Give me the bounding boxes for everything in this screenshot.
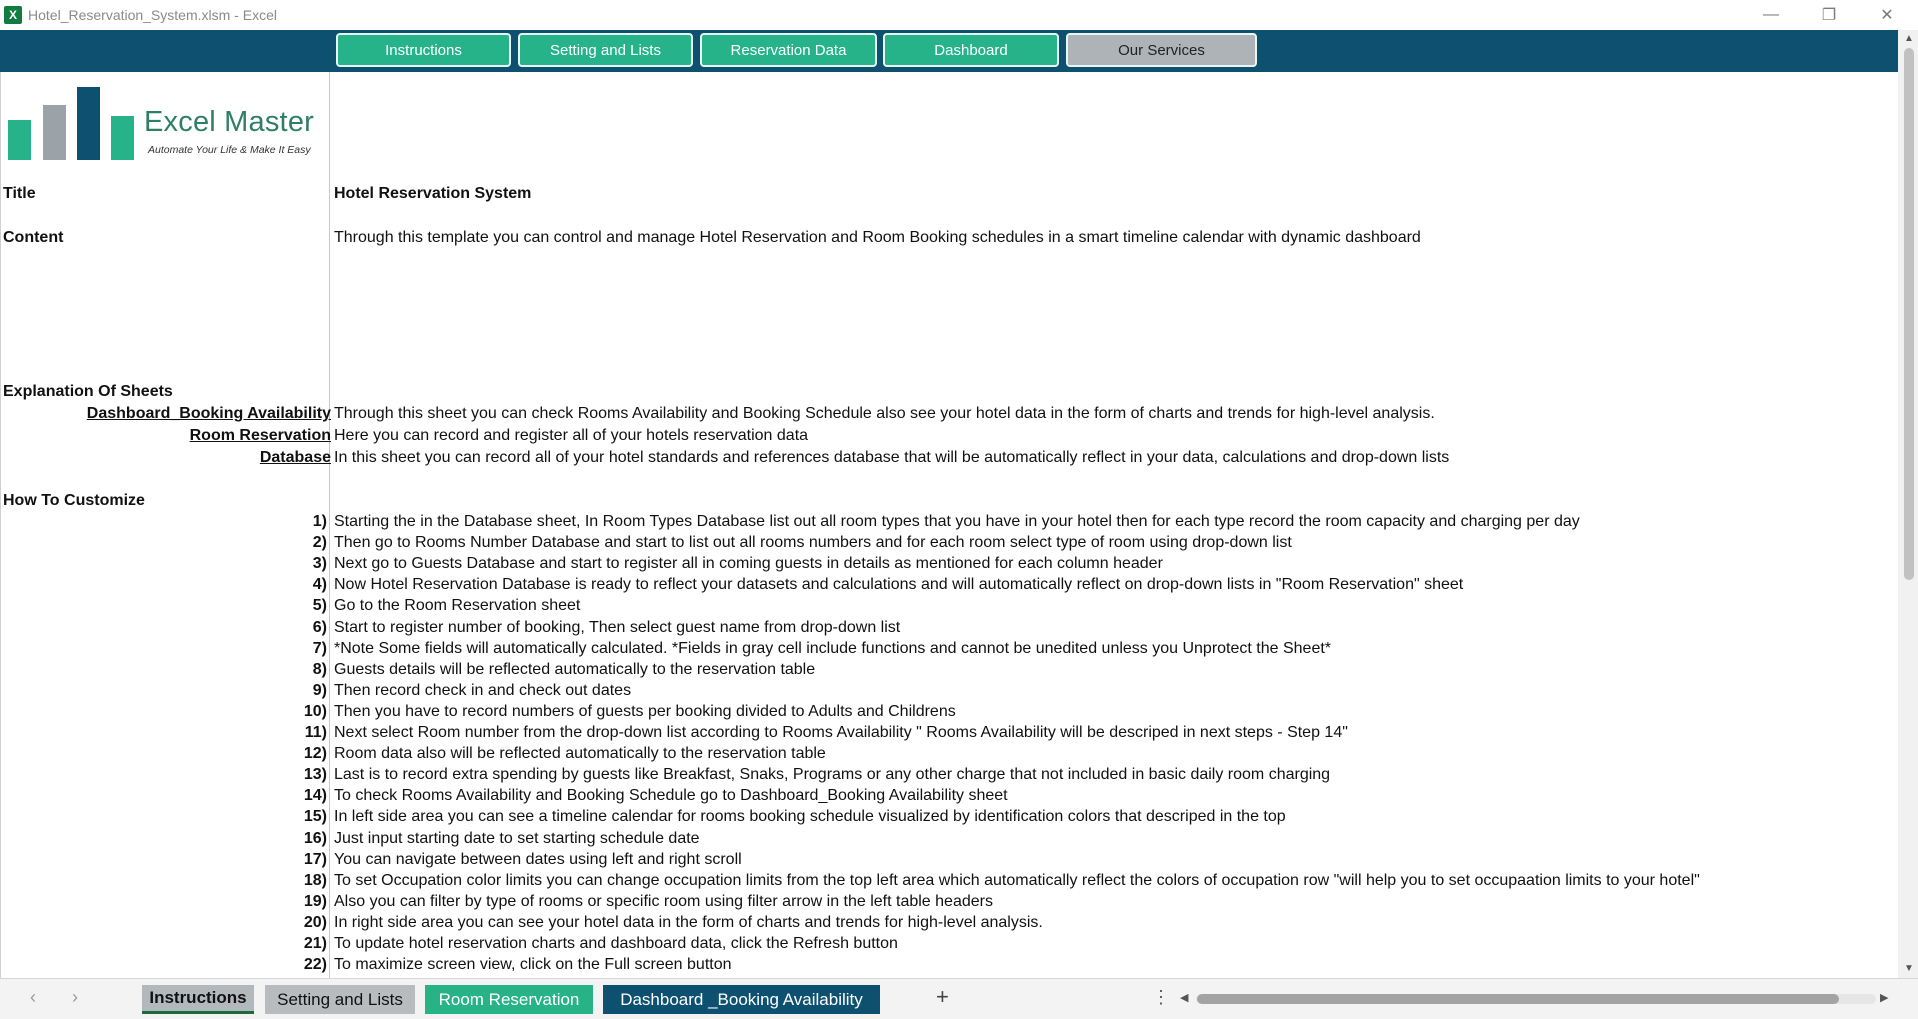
explanation-label: Explanation Of Sheets	[3, 383, 173, 400]
add-sheet-icon[interactable]: +	[936, 984, 949, 1009]
prev-sheet-icon[interactable]: ‹	[30, 987, 36, 1007]
step-number: 20)	[303, 914, 327, 931]
step-number: 21)	[303, 935, 327, 952]
scroll-left-arrow-icon[interactable]: ◀	[1180, 992, 1189, 1004]
scroll-down-arrow-icon[interactable]: ▼	[1904, 963, 1914, 974]
dashboard-sheet-link[interactable]: Dashboard_Booking Availability	[86, 405, 331, 422]
step-number: 22)	[303, 956, 327, 973]
step-number: 2)	[312, 534, 327, 551]
database-sheet-link[interactable]: Database	[259, 449, 331, 466]
step-text: Then record check in and check out dates	[334, 682, 632, 699]
tab-dashboard-booking-availability[interactable]: Dashboard _Booking Availability	[603, 985, 880, 1014]
step-text: Starting the in the Database sheet, In Room Types Database list out all room types that you have in your hotel then for each type record the room capacity and charging per day	[334, 513, 1580, 530]
step-number: 19)	[303, 893, 327, 910]
logo-tagline: Automate Your Life & Make It Easy	[148, 144, 311, 156]
room-reservation-sheet-link[interactable]: Room Reservation	[189, 427, 331, 444]
step-text: Next go to Guests Database and start to register all in coming guests in details as mentioned for each column header	[334, 555, 1163, 572]
step-number: 8)	[312, 661, 327, 678]
dashboard-sheet-desc: Through this sheet you can check Rooms Availability and Booking Schedule also see your hotel data in the form of charts and trends for high-level analysis.	[334, 405, 1435, 422]
logo-bar-4	[111, 116, 134, 160]
content-label: Content	[3, 229, 64, 246]
scroll-up-arrow-icon[interactable]: ▲	[1904, 33, 1914, 44]
logo-bar-1	[8, 120, 31, 160]
step-number: 18)	[303, 872, 327, 889]
nav-band	[0, 30, 1898, 72]
step-number: 3)	[312, 555, 327, 572]
step-number: 15)	[303, 808, 327, 825]
next-sheet-icon[interactable]: ›	[72, 987, 78, 1007]
scroll-right-arrow-icon[interactable]: ▶	[1880, 992, 1889, 1004]
step-number: 12)	[303, 745, 327, 762]
step-text: To set Occupation color limits you can change occupation limits from the top left area which automatically reflect the colors of occupation row "will help you to set occupaation limits to your hotel"	[334, 872, 1700, 889]
tab-instructions[interactable]: Instructions	[142, 985, 254, 1014]
title-value: Hotel Reservation System	[334, 185, 532, 202]
horizontal-scroll-thumb[interactable]	[1197, 994, 1839, 1004]
step-number: 5)	[312, 597, 327, 614]
step-text: To update hotel reservation charts and dashboard data, click the Refresh button	[334, 935, 898, 952]
nav-reservation-data-button[interactable]: Reservation Data	[700, 33, 877, 67]
step-text: In left side area you can see a timeline calendar for rooms booking schedule visualized by identification colors that descriped in the top	[334, 808, 1286, 825]
step-text: To check Rooms Availability and Booking Schedule go to Dashboard_Booking Availability sheet	[334, 787, 1008, 804]
tab-setting-and-lists[interactable]: Setting and Lists	[265, 985, 415, 1014]
step-number: 7)	[312, 640, 327, 657]
step-text: Now Hotel Reservation Database is ready to reflect your datasets and calculations and will automatically reflect on drop-down lists in "Room Reservation" sheet	[334, 576, 1464, 593]
window-title: Hotel_Reservation_System.xlsm - Excel	[28, 7, 277, 23]
nav-settings-button[interactable]: Setting and Lists	[518, 33, 693, 67]
close-button[interactable]: ✕	[1880, 7, 1894, 24]
step-text: Room data also will be reflected automatically to the reservation table	[334, 745, 826, 762]
step-number: 16)	[303, 830, 327, 847]
step-number: 4)	[312, 576, 327, 593]
nav-instructions-button[interactable]: Instructions	[336, 33, 511, 67]
database-sheet-desc: In this sheet you can record all of your hotel standards and references database that will be automatically reflect in your data, calculations and drop-down lists	[334, 449, 1450, 466]
step-number: 1)	[312, 513, 327, 530]
step-number: 14)	[303, 787, 327, 804]
title-label: Title	[3, 185, 36, 202]
logo-bar-2	[43, 105, 66, 160]
step-text: Just input starting date to set starting schedule date	[334, 830, 700, 847]
step-text: Next select Room number from the drop-down list according to Rooms Availability " Rooms Availability will be descriped in next steps - Step 14"	[334, 724, 1348, 741]
step-number: 10)	[303, 703, 327, 720]
excel-master-logo	[6, 80, 326, 160]
vertical-scroll-thumb[interactable]	[1904, 48, 1914, 580]
step-number: 17)	[303, 851, 327, 868]
step-text: Last is to record extra spending by guests like Breakfast, Snaks, Programs or any other charge that not included in basic daily room charging	[334, 766, 1331, 783]
step-text: Guests details will be reflected automatically to the reservation table	[334, 661, 816, 678]
step-number: 13)	[303, 766, 327, 783]
sheet-area[interactable]	[0, 72, 1898, 978]
sheet-tab-bar	[0, 978, 1918, 1019]
step-text: Also you can filter by type of rooms or specific room using filter arrow in the left table headers	[334, 893, 993, 910]
step-number: 9)	[312, 682, 327, 699]
more-options-icon[interactable]: ⋮	[1152, 987, 1170, 1007]
content-value: Through this template you can control and manage Hotel Reservation and Room Booking schedules in a smart timeline calendar with dynamic dashboard	[334, 229, 1421, 246]
nav-our-services-button[interactable]: Our Services	[1066, 33, 1257, 67]
step-text: *Note Some fields will automatically calculated. *Fields in gray cell include functions and cannot be unedited unless you Unprotect the Sheet*	[334, 640, 1332, 657]
logo-bar-3	[77, 87, 100, 160]
step-text: You can navigate between dates using left and right scroll	[334, 851, 742, 868]
tab-room-reservation[interactable]: Room Reservation	[425, 985, 593, 1014]
sheet-left-border	[0, 72, 1, 978]
step-text: In right side area you can see your hotel data in the form of charts and trends for high-level analysis.	[334, 914, 1043, 931]
excel-app-icon: X	[4, 6, 22, 24]
step-number: 6)	[312, 619, 327, 636]
minimize-button[interactable]: —	[1763, 6, 1779, 23]
step-text: Start to register number of booking, Then select guest name from drop-down list	[334, 619, 901, 636]
column-separator	[329, 72, 330, 978]
customize-label: How To Customize	[3, 492, 145, 509]
step-number: 11)	[304, 724, 327, 741]
title-bar	[0, 0, 1918, 31]
step-text: Then you have to record numbers of guests per booking divided to Adults and Childrens	[334, 703, 956, 720]
nav-dashboard-button[interactable]: Dashboard	[883, 33, 1059, 67]
step-text: Then go to Rooms Number Database and start to list out all rooms numbers and for each room select type of room using drop-down list	[334, 534, 1292, 551]
step-text: Go to the Room Reservation sheet	[334, 597, 581, 614]
restore-button[interactable]: ❐	[1821, 7, 1837, 24]
logo-name: Excel Master	[144, 106, 314, 138]
room-reservation-sheet-desc: Here you can record and register all of your hotels reservation data	[334, 427, 809, 444]
step-text: To maximize screen view, click on the Full screen button	[334, 956, 732, 973]
